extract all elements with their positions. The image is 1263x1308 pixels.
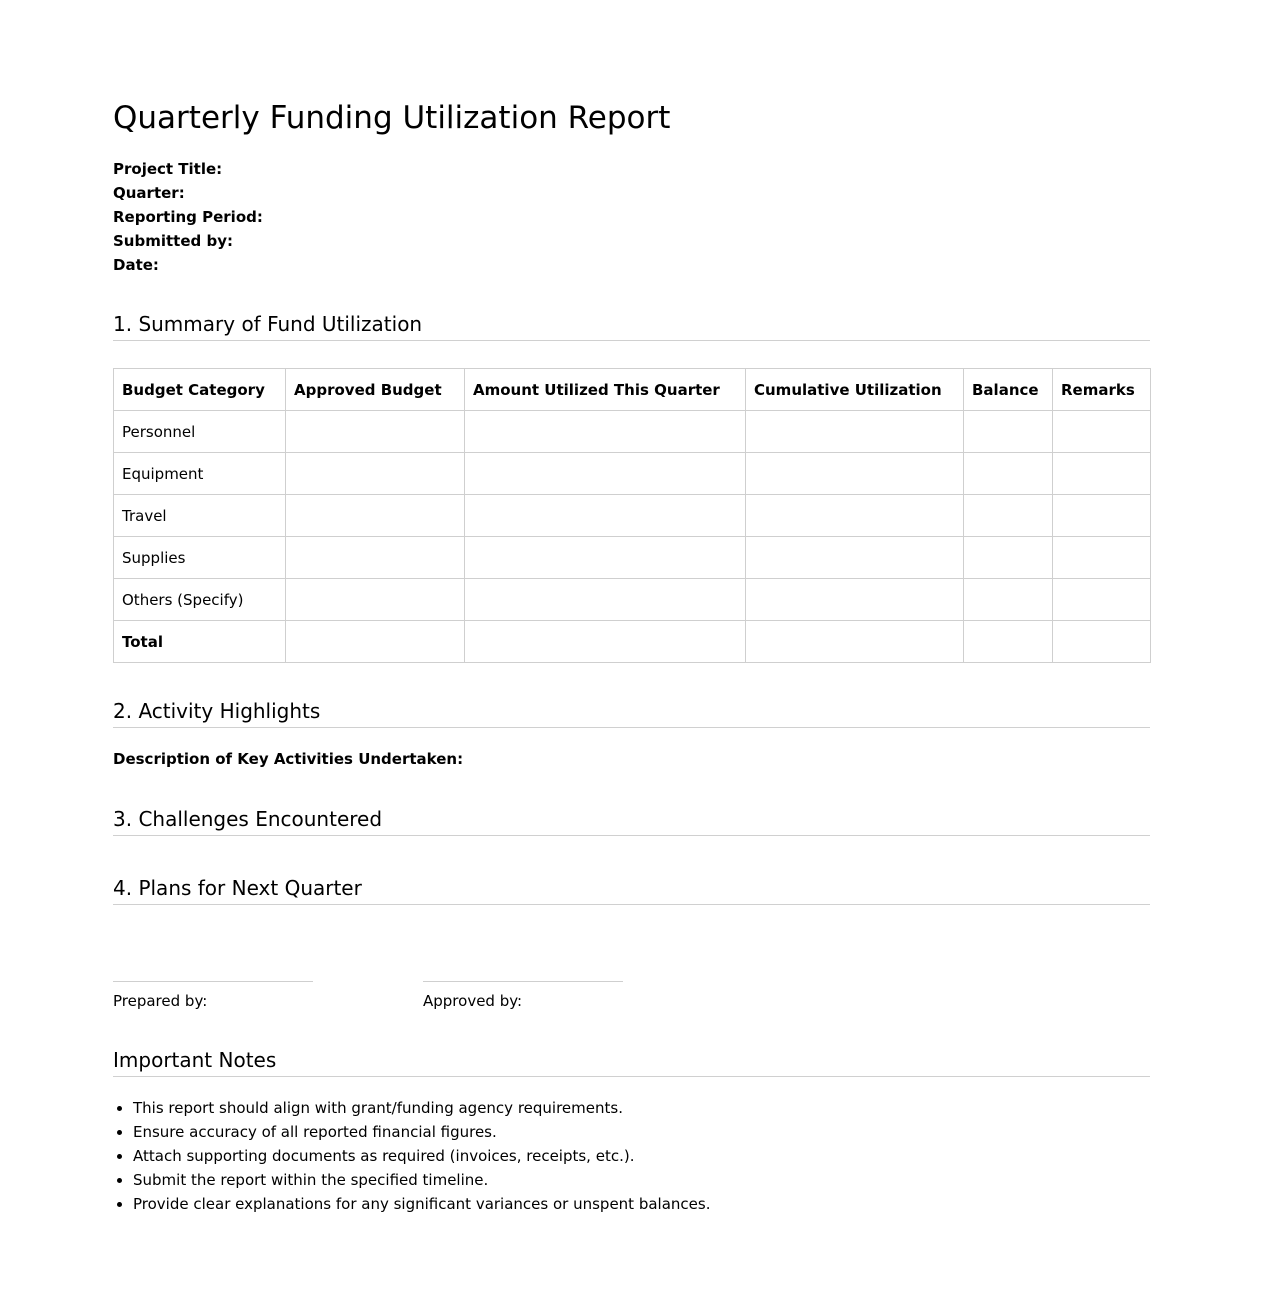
section-heading-important-notes: Important Notes (113, 1046, 1150, 1077)
table-cell[interactable] (746, 621, 964, 663)
table-cell[interactable] (746, 453, 964, 495)
prepared-by-signature-line (113, 981, 313, 1011)
page-title: Quarterly Funding Utilization Report (113, 100, 671, 136)
key-activities-label: Description of Key Activities Undertaken: (113, 750, 464, 768)
table-cell[interactable] (964, 537, 1053, 579)
meta-date: Date: (113, 256, 159, 274)
table-header-row (114, 369, 1151, 411)
table-cell-category: Others (Specify) (114, 579, 286, 621)
table-cell[interactable] (746, 537, 964, 579)
meta-quarter: Quarter: (113, 184, 185, 202)
meta-reporting-period: Reporting Period: (113, 208, 263, 226)
table-row (114, 537, 1151, 579)
table-cell[interactable] (746, 411, 964, 453)
list-item: • Submit the report within the specified timeline. (133, 1168, 1150, 1192)
column-header-budget-category: Budget Category (114, 369, 286, 411)
table-cell[interactable] (286, 411, 465, 453)
table-cell[interactable] (465, 411, 746, 453)
table-cell[interactable] (1053, 621, 1151, 663)
column-header-balance: Balance (964, 369, 1053, 411)
section-heading-challenges: 3. Challenges Encountered (113, 805, 1150, 836)
table-row-total (114, 621, 1151, 663)
column-header-remarks: Remarks (1053, 369, 1151, 411)
table-cell-category: Equipment (114, 453, 286, 495)
table-row (114, 579, 1151, 621)
table-cell[interactable] (286, 495, 465, 537)
table-cell[interactable] (465, 621, 746, 663)
section-heading-fund-utilization: 1. Summary of Fund Utilization (113, 310, 1150, 341)
table-cell-category: Travel (114, 495, 286, 537)
meta-submitted-by: Submitted by: (113, 232, 233, 250)
table-cell[interactable] (286, 453, 465, 495)
table-cell-category: Personnel (114, 411, 286, 453)
list-item: • Ensure accuracy of all reported financial figures. (133, 1120, 1150, 1144)
list-item: • Provide clear explanations for any significant variances or unspent balances. (133, 1192, 1150, 1216)
table-cell[interactable] (964, 621, 1053, 663)
section-heading-activity-highlights: 2. Activity Highlights (113, 697, 1150, 728)
table-row (114, 453, 1151, 495)
approved-by-label: Approved by: (423, 992, 523, 1010)
table-cell-total-label: Total (114, 621, 286, 663)
column-header-approved-budget: Approved Budget (286, 369, 465, 411)
meta-project-title: Project Title: (113, 160, 223, 178)
report-meta-fields (113, 157, 263, 277)
prepared-by-label: Prepared by: (113, 992, 208, 1010)
table-cell[interactable] (286, 579, 465, 621)
section-heading-next-quarter-plans: 4. Plans for Next Quarter (113, 874, 1150, 905)
table-cell[interactable] (1053, 579, 1151, 621)
important-notes-list (113, 1096, 1150, 1216)
table-cell[interactable] (1053, 453, 1151, 495)
table-cell[interactable] (1053, 537, 1151, 579)
table-cell[interactable] (286, 537, 465, 579)
table-cell[interactable] (746, 579, 964, 621)
table-cell[interactable] (465, 579, 746, 621)
table-cell[interactable] (746, 495, 964, 537)
list-item: • This report should align with grant/funding agency requirements. (133, 1096, 1150, 1120)
column-header-cumulative-utilization: Cumulative Utilization (746, 369, 964, 411)
table-cell[interactable] (964, 495, 1053, 537)
table-row (114, 411, 1151, 453)
list-item: • Attach supporting documents as required (invoices, receipts, etc.). (133, 1144, 1150, 1168)
table-cell[interactable] (964, 411, 1053, 453)
approved-by-signature-line (423, 981, 623, 1011)
table-cell[interactable] (286, 621, 465, 663)
table-cell[interactable] (964, 453, 1053, 495)
table-cell[interactable] (465, 537, 746, 579)
column-header-amount-utilized: Amount Utilized This Quarter (465, 369, 746, 411)
table-cell[interactable] (465, 453, 746, 495)
table-cell[interactable] (465, 495, 746, 537)
fund-utilization-table (113, 368, 1151, 663)
table-cell-category: Supplies (114, 537, 286, 579)
table-row (114, 495, 1151, 537)
table-cell[interactable] (1053, 411, 1151, 453)
table-cell[interactable] (1053, 495, 1151, 537)
table-cell[interactable] (964, 579, 1053, 621)
